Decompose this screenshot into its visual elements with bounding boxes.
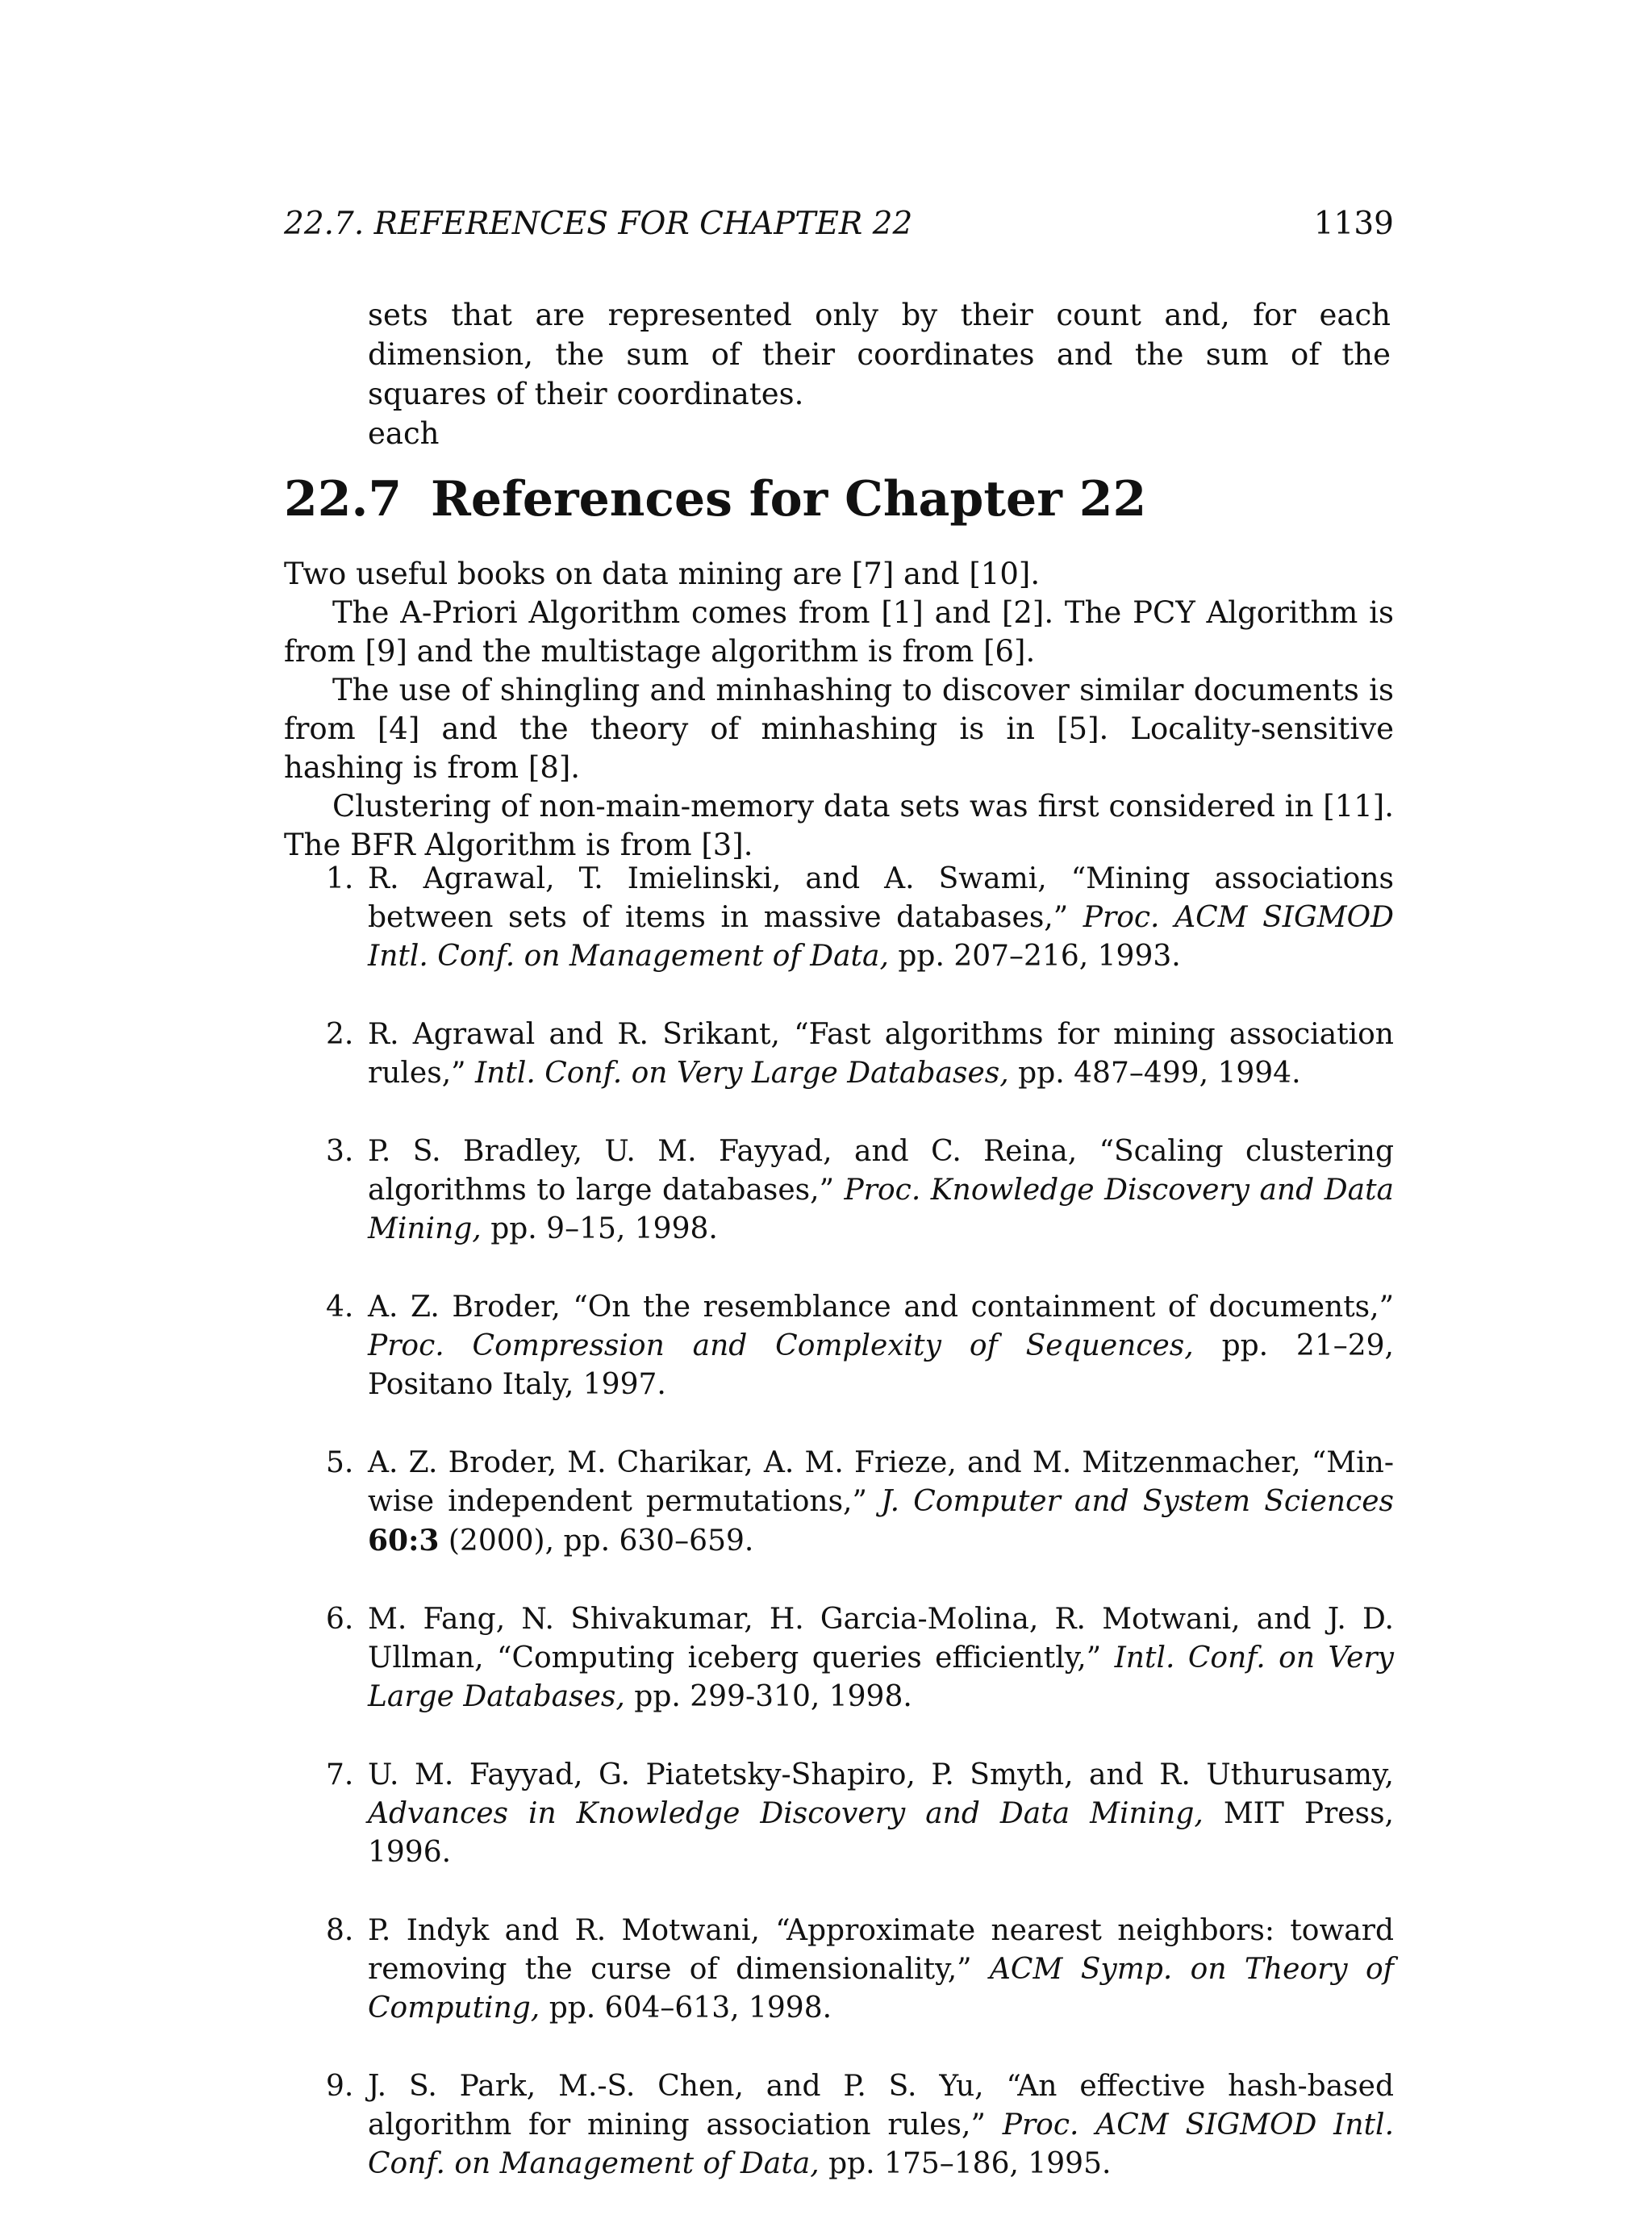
reference-number: 4. bbox=[326, 1291, 354, 1324]
reference-title: “Fast algorithms for mining association rules,” bbox=[368, 1018, 1394, 1090]
section-number: 22.7 bbox=[284, 471, 403, 528]
reference-item bbox=[284, 1444, 1394, 1561]
reference-number: 7. bbox=[326, 1758, 354, 1791]
reference-tail: pp. 487–499, 1994. bbox=[1008, 1057, 1301, 1090]
reference-item bbox=[284, 1912, 1394, 2028]
reference-item bbox=[284, 1132, 1394, 1249]
running-title: 22.7. REFERENCES FOR CHAPTER 22 bbox=[284, 206, 913, 242]
reference-authors: A. Z. Broder, bbox=[368, 1291, 574, 1324]
intro-paragraph: The A-Priori Algorithm comes from [1] and [2]. The PCY Algorithm is from [9] and the multistage algorithm is from [6]. bbox=[284, 595, 1394, 669]
reference-authors: P. Indyk and R. Motwani, bbox=[368, 1914, 776, 1947]
continued-trailing-word: each bbox=[368, 416, 440, 451]
reference-venue: Proc. Knowledge Discovery and Data Mining, bbox=[368, 1174, 1394, 1245]
reference-item bbox=[284, 1600, 1394, 1716]
reference-authors: J. S. Park, M.-S. Chen, and P. S. Yu, bbox=[368, 2070, 1007, 2103]
reference-venue: Proc. Compression and Complexity of Sequences, bbox=[368, 1329, 1194, 1362]
reference-tail: pp. 604–613, 1998. bbox=[540, 1992, 832, 2025]
page-number: 1139 bbox=[1313, 206, 1394, 242]
reference-tail: pp. 9–15, 1998. bbox=[481, 1212, 718, 1245]
reference-venue: Proc. ACM SIGMOD Intl. Conf. on Management of Data, bbox=[368, 901, 1394, 973]
reference-item bbox=[284, 2067, 1394, 2183]
reference-number: 1. bbox=[326, 862, 354, 895]
reference-venue: Intl. Conf. on Very Large Databases, bbox=[368, 1641, 1395, 1713]
reference-tail: MIT Press, 1996. bbox=[368, 1797, 1395, 1869]
reference-tail: (2000), pp. 630–659. bbox=[448, 1524, 754, 1558]
reference-venue: J. Computer and System Sciences bbox=[881, 1485, 1395, 1518]
reference-tail: pp. 207–216, 1993. bbox=[888, 940, 1181, 973]
reference-authors: A. Z. Broder, M. Charikar, A. M. Frieze, and M. Mitzenmacher, bbox=[368, 1446, 1312, 1479]
section-title: References for Chapter 22 bbox=[431, 471, 1147, 528]
reference-number: 3. bbox=[326, 1135, 354, 1168]
intro-paragraph: The use of shingling and minhashing to discover similar documents is from [4] and the theory of minhashing is in [5]. Locality-sensitive hashing is from [8]. bbox=[284, 673, 1394, 785]
reference-venue: ACM Symp. on Theory of Computing, bbox=[368, 1953, 1394, 2025]
reference-authors: R. Agrawal and R. Srikant, bbox=[368, 1018, 795, 1051]
reference-number: 2. bbox=[326, 1018, 354, 1051]
intro-paragraph: Clustering of non-main-memory data sets was first considered in [11]. The BFR Algorithm is from [3]. bbox=[284, 789, 1394, 862]
reference-number: 9. bbox=[326, 2070, 354, 2103]
intro-paragraph: Two useful books on data mining are [7] and [10]. bbox=[284, 557, 1041, 591]
reference-title: “Scaling clustering algorithms to large databases,” bbox=[368, 1135, 1395, 1207]
continued-paragraph bbox=[368, 295, 1391, 453]
reference-tail: pp. 299-310, 1998. bbox=[624, 1680, 912, 1713]
reference-number: 8. bbox=[326, 1914, 354, 1947]
reference-title: “Mining associations between sets of items in massive databases,” bbox=[368, 862, 1394, 934]
reference-title: “Min-wise independent permutations,” bbox=[368, 1446, 1394, 1518]
reference-authors: M. Fang, N. Shivakumar, H. Garcia-Molina, R. Motwani, and J. D. Ullman, bbox=[368, 1603, 1394, 1675]
reference-item bbox=[284, 1016, 1394, 1093]
reference-authors: P. S. Bradley, U. M. Fayyad, and C. Reina, bbox=[368, 1135, 1099, 1168]
reference-title: “On the resemblance and containment of documents,” bbox=[573, 1291, 1394, 1324]
reference-tail: pp. 21–29, Positano Italy, 1997. bbox=[368, 1329, 1394, 1401]
reference-tail: pp. 175–186, 1995. bbox=[819, 2147, 1112, 2180]
reference-number: 6. bbox=[326, 1603, 354, 1636]
reference-authors: R. Agrawal, T. Imielinski, and A. Swami, bbox=[368, 862, 1071, 895]
reference-item bbox=[284, 1288, 1394, 1404]
running-head bbox=[284, 203, 1394, 245]
reference-item bbox=[284, 1756, 1394, 1872]
reference-authors: U. M. Fayyad, G. Piatetsky-Shapiro, P. Smyth, and R. Uthurusamy, bbox=[368, 1758, 1394, 1791]
intro-text bbox=[284, 555, 1394, 865]
reference-title: “Approximate nearest neighbors: toward removing the curse of dimensionality,” bbox=[368, 1914, 1394, 1986]
reference-number: 5. bbox=[326, 1446, 354, 1479]
section-heading bbox=[284, 470, 1394, 528]
continued-text: sets that are represented only by their count and, for each dimension, the sum of their coordinates and the sum of the squares of their coordinates. bbox=[368, 298, 1391, 411]
reference-title: “An effective hash-based algorithm for mining association rules,” bbox=[368, 2070, 1394, 2142]
reference-item bbox=[284, 860, 1394, 976]
reference-venue: Advances in Knowledge Discovery and Data Mining, bbox=[368, 1797, 1204, 1830]
reference-venue: Intl. Conf. on Very Large Databases, bbox=[474, 1057, 1009, 1090]
reference-volume: 60:3 bbox=[368, 1524, 440, 1558]
reference-title: “Computing iceberg queries efficiently,” bbox=[497, 1641, 1115, 1675]
reference-venue: Proc. ACM SIGMOD Intl. Conf. on Management of Data, bbox=[368, 2108, 1395, 2180]
reference-list bbox=[284, 860, 1394, 2223]
